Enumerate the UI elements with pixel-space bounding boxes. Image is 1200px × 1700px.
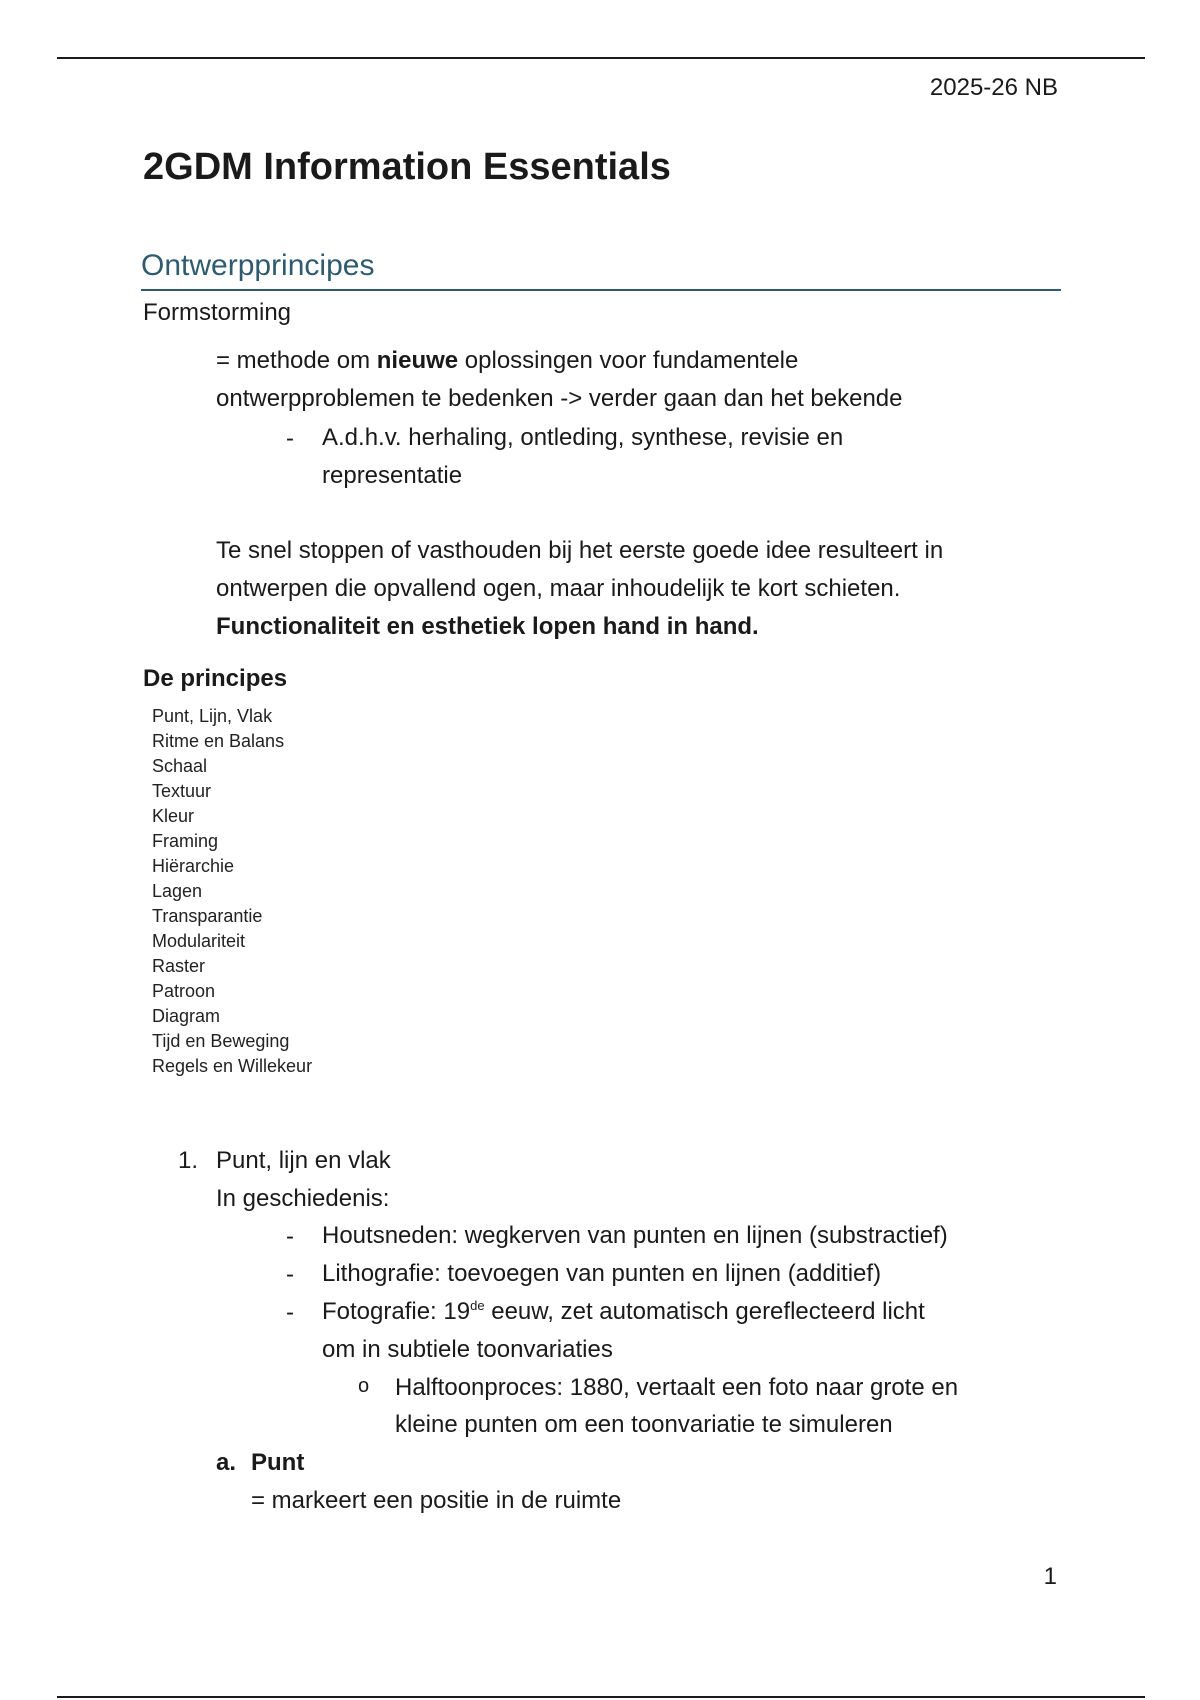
history-item-fotografie: Fotografie: 19de eeuw, zet automatisch gereflecteerd licht <box>322 1298 925 1325</box>
list-item: Hiërarchie <box>152 856 235 876</box>
bullet-line-2: representatie <box>322 462 463 489</box>
history-label: In geschiedenis: <box>216 1185 390 1212</box>
document-title: 2GDM Information Essentials <box>143 146 671 188</box>
sub-heading-letter: a. <box>216 1449 237 1476</box>
list-item: Diagram <box>152 1006 221 1026</box>
subheading-formstorming: Formstorming <box>143 299 292 326</box>
sub-item-halftoon-line-1: Halftoonproces: 1880, vertaalt een foto naar grote en <box>395 1374 959 1401</box>
top-rule <box>57 57 1145 59</box>
section-heading: Ontwerpprincipes <box>141 245 1061 291</box>
dash-bullet: - <box>286 1261 294 1288</box>
list-item: Framing <box>152 831 219 851</box>
dash-bullet: - <box>286 1299 294 1326</box>
sub-item-halftoon-line-2: kleine punten om een toonvariatie te simuleren <box>395 1411 893 1438</box>
principles-list <box>152 704 312 1079</box>
definition-line-1: = methode om nieuwe oplossingen voor fundamentele <box>216 347 799 374</box>
list-item: Patroon <box>152 981 216 1001</box>
list-item: Kleur <box>152 806 195 826</box>
list-item: Tijd en Beweging <box>152 1031 290 1051</box>
dash-bullet: - <box>286 1223 294 1250</box>
list-item: Ritme en Balans <box>152 731 285 751</box>
paragraph-line-2: ontwerpen die opvallend ogen, maar inhoudelijk te kort schieten. <box>216 575 901 602</box>
paragraph-bold-line: Functionaliteit en esthetiek lopen hand in hand. <box>216 613 759 640</box>
bullet-line-1: A.d.h.v. herhaling, ontleding, synthese, revisie en <box>322 424 844 451</box>
circle-bullet: o <box>358 1375 370 1397</box>
sub-heading-punt: Punt <box>251 1449 305 1476</box>
history-item-lithografie: Lithografie: toevoegen van punten en lijnen (additief) <box>322 1260 882 1287</box>
list-item: Textuur <box>152 781 212 801</box>
point-1-number: 1. <box>178 1147 199 1174</box>
list-item: Regels en Willekeur <box>152 1056 313 1076</box>
definition-line-2: ontwerpproblemen te bedenken -> verder gaan dan het bekende <box>216 385 903 412</box>
list-item: Punt, Lijn, Vlak <box>152 706 273 726</box>
history-item-houtsneden: Houtsneden: wegkerven van punten en lijnen (substractief) <box>322 1222 948 1249</box>
principles-heading: De principes <box>143 665 288 692</box>
list-item: Raster <box>152 956 206 976</box>
punt-definition: = markeert een positie in de ruimte <box>251 1487 622 1514</box>
paragraph-line-1: Te snel stoppen of vasthouden bij het eerste goede idee resulteert in <box>216 537 944 564</box>
list-item: Transparantie <box>152 906 263 926</box>
history-item-fotografie-line-2: om in subtiele toonvariaties <box>322 1336 613 1363</box>
list-item: Schaal <box>152 756 208 776</box>
dash-bullet: - <box>286 425 294 452</box>
header-meta: 2025-26 NB <box>929 74 1058 101</box>
list-item: Lagen <box>152 881 203 901</box>
point-1-title: Punt, lijn en vlak <box>216 1147 391 1174</box>
list-item: Modulariteit <box>152 931 246 951</box>
bottom-rule <box>57 1696 1145 1698</box>
page-number: 1 <box>1043 1563 1057 1590</box>
